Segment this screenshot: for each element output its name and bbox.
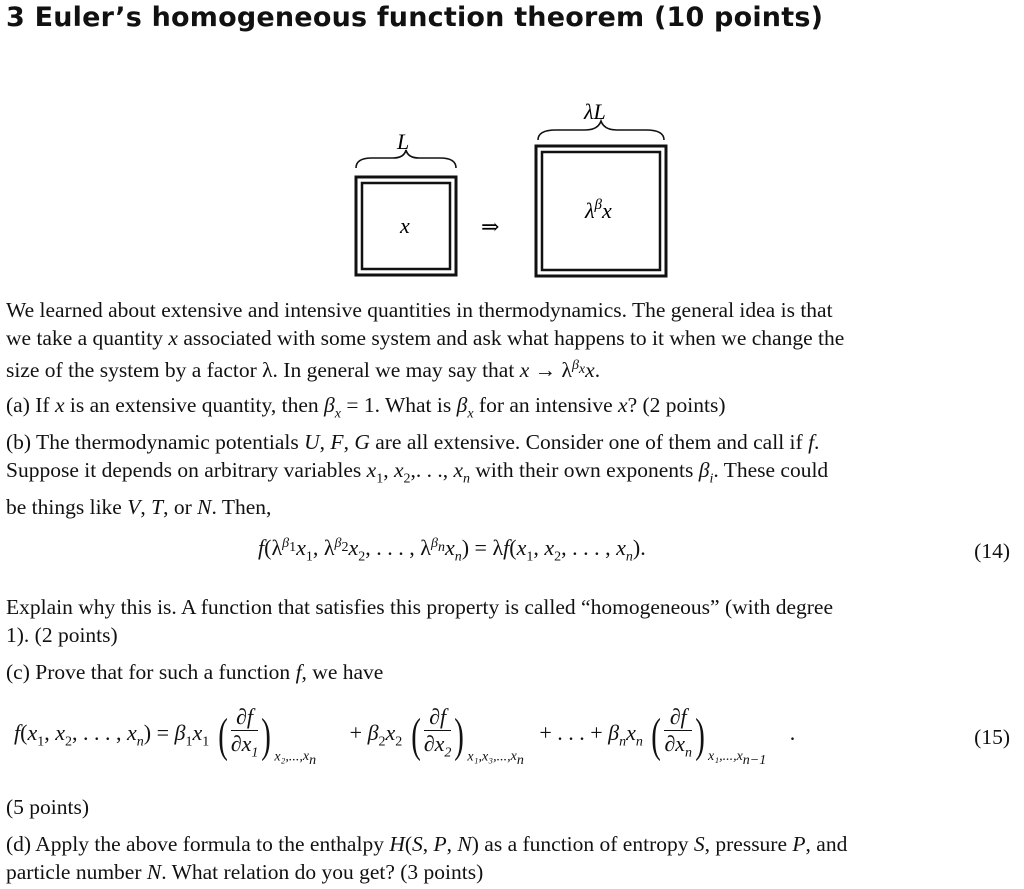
equation-15-number: (15) (974, 725, 1010, 749)
eq15-term-2: + $\beta_2x_2$ (349, 720, 403, 750)
eq15-term-3: + . . . + $\beta_nx_n$ (539, 720, 643, 750)
small-system-quantity: x (400, 213, 410, 238)
implies-arrow: ⇒ (481, 214, 500, 239)
part-c-points: (5 points) (6, 795, 90, 819)
large-system-quantity: $\lambda^\beta x$ (585, 197, 612, 223)
intro-paragraph (6, 296, 1010, 384)
equation-15: $f(x_1$, $x_2$, . . . , $x_n) = \beta_1x_1$ ( $\frac{\partial f}{\partial x_1}$ ) $_{x_2,...,x_n} + \beta_2x_2$ ( $\frac{\partial f}{\partial x_2}$ ) $_{x_1,x_3,...,x_n}$ + . . . + $\beta_nx_n$ ( $\frac{\partial f}{\partial x_n}$ ) $_{x_1,...,x_{n-1}}$ . (14, 704, 796, 769)
part-d (6, 830, 1010, 886)
explain-line-1: Explain why this is. A function that satisfies this property is called “homogeneous” (with degree (6, 595, 833, 619)
eq15-sub-2: x₁,x₃,...,xn (467, 749, 524, 769)
eq15-fraction-3: $\frac{\partial f}{\partial x_n}$ (664, 704, 692, 761)
explain-line-2: 1). (2 points) (6, 623, 118, 647)
part-d-line-2: particle number N. What relation do you get? (3 points) (6, 860, 484, 884)
problem-heading: 3 Euler’s homogeneous function theorem (10 points) (6, 2, 824, 33)
right-size-label: λL (584, 99, 606, 124)
part-d-line-1: (d) Apply the above formula to the enthalpy H(S, P, N) as a function of entropy S, pressure P, and (6, 832, 848, 856)
explain-paragraph (6, 593, 1010, 649)
left-size-label: L (397, 129, 410, 154)
equation-14: $f(\lambda^{\beta_1}x_1$, $\lambda^{\beta_2}x_2$, . . . , $\lambda^{\beta_n}x_n) = \lambda f(x_1$, $x_2$, . . . , $x_n$). (258, 535, 646, 565)
eq15-lhs: $f(x_1$, $x_2$, . . . , $x_n) = \beta_1x_1$ (14, 720, 210, 750)
part-b-line-1: (b) The thermodynamic potentials U, F, G are all extensive. Consider one of them and call if f. (6, 430, 820, 454)
part-c: (c) Prove that for such a function f, we have (6, 660, 384, 684)
eq15-fraction-2: $\frac{\partial f}{\partial x_2}$ (423, 704, 452, 761)
intro-line-3: size of the system by a factor λ. In general we may say that $x \to \lambda^{\beta_x}x$. (6, 358, 601, 383)
equation-14-number: (14) (974, 539, 1010, 563)
part-b (6, 428, 1010, 521)
intro-line-1: We learned about extensive and intensive quantities in thermodynamics. The general idea is that (6, 298, 833, 322)
eq15-sub-3: x₁,...,xn−1 (707, 749, 767, 769)
eq15-fraction-1: $\frac{\partial f}{\partial x_1}$ (230, 704, 259, 761)
eq15-period: . (789, 720, 796, 746)
part-b-line-3: be things like V, T, or N. Then, (6, 495, 272, 520)
intro-line-2: we take a quantity x associated with some system and ask what happens to it when we change the (6, 326, 845, 350)
scaling-figure (0, 0, 1024, 290)
part-b-line-2: Suppose it depends on arbitrary variables $x_1$, $x_2$,. . ., $x_n$ with their own exponents $\beta_i$. These could (6, 458, 829, 487)
part-a: (a) If x is an extensive quantity, then $\beta_x = 1$. What is $\beta_x$ for an intensive x? (2 points) (6, 393, 726, 422)
eq15-sub-1: x₂,...,xn (274, 749, 317, 769)
